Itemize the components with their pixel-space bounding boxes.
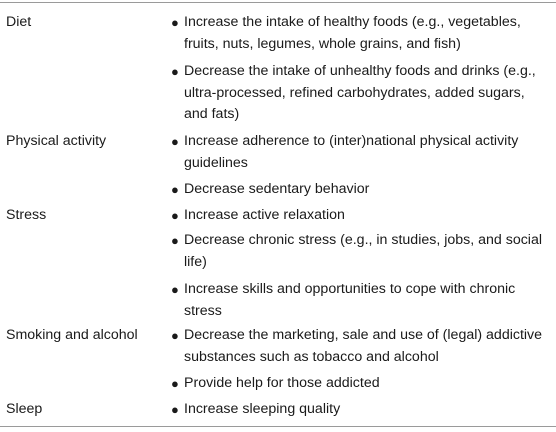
item-text: Increase the intake of healthy foods (e.g., vegetables, fruits, nuts, legumes, whole grains, and fish): [184, 14, 521, 52]
category-sleep: Sleep: [6, 401, 43, 417]
list-item: [171, 131, 551, 174]
list-item: [171, 61, 551, 126]
list-item: [171, 325, 551, 368]
item-text: Increase active relaxation: [184, 207, 345, 223]
bullet-icon: ●: [171, 282, 179, 297]
table-top-rule: [0, 2, 556, 3]
list-item: [171, 373, 551, 395]
item-text: Increase skills and opportunities to cope with chronic stress: [184, 281, 516, 319]
list-item: [171, 279, 551, 322]
list-item: [171, 12, 551, 55]
item-text: Decrease chronic stress (e.g., in studies, jobs, and social life): [184, 232, 543, 270]
list-item: [171, 205, 551, 227]
bullet-icon: ●: [171, 64, 179, 79]
bullet-icon: ●: [171, 328, 179, 343]
table-bottom-rule: [0, 426, 556, 427]
bullet-icon: ●: [171, 233, 179, 248]
list-item: [171, 230, 551, 273]
item-text: Provide help for those addicted: [184, 375, 380, 391]
category-stress: Stress: [6, 207, 47, 223]
list-item: [171, 399, 551, 421]
category-smoking-and-alcohol: Smoking and alcohol: [6, 327, 138, 343]
bullet-icon: ●: [171, 376, 179, 391]
bullet-icon: ●: [171, 134, 179, 149]
item-text: Decrease sedentary behavior: [184, 181, 370, 197]
item-text: Decrease the intake of unhealthy foods and drinks (e.g., ultra-processed, refined carbohydrates, added sugars, and fats): [184, 63, 536, 122]
category-physical-activity: Physical activity: [6, 133, 107, 149]
bullet-icon: ●: [171, 208, 179, 223]
bullet-icon: ●: [171, 15, 179, 30]
list-item: [171, 179, 551, 201]
item-text: Decrease the marketing, sale and use of (legal) addictive substances such as tobacco and alcohol: [184, 327, 543, 365]
item-text: Increase adherence to (inter)national physical activity guidelines: [184, 133, 519, 171]
bullet-icon: ●: [171, 182, 179, 197]
bullet-icon: ●: [171, 402, 179, 417]
category-diet: Diet: [6, 14, 32, 30]
item-text: Increase sleeping quality: [184, 401, 341, 417]
